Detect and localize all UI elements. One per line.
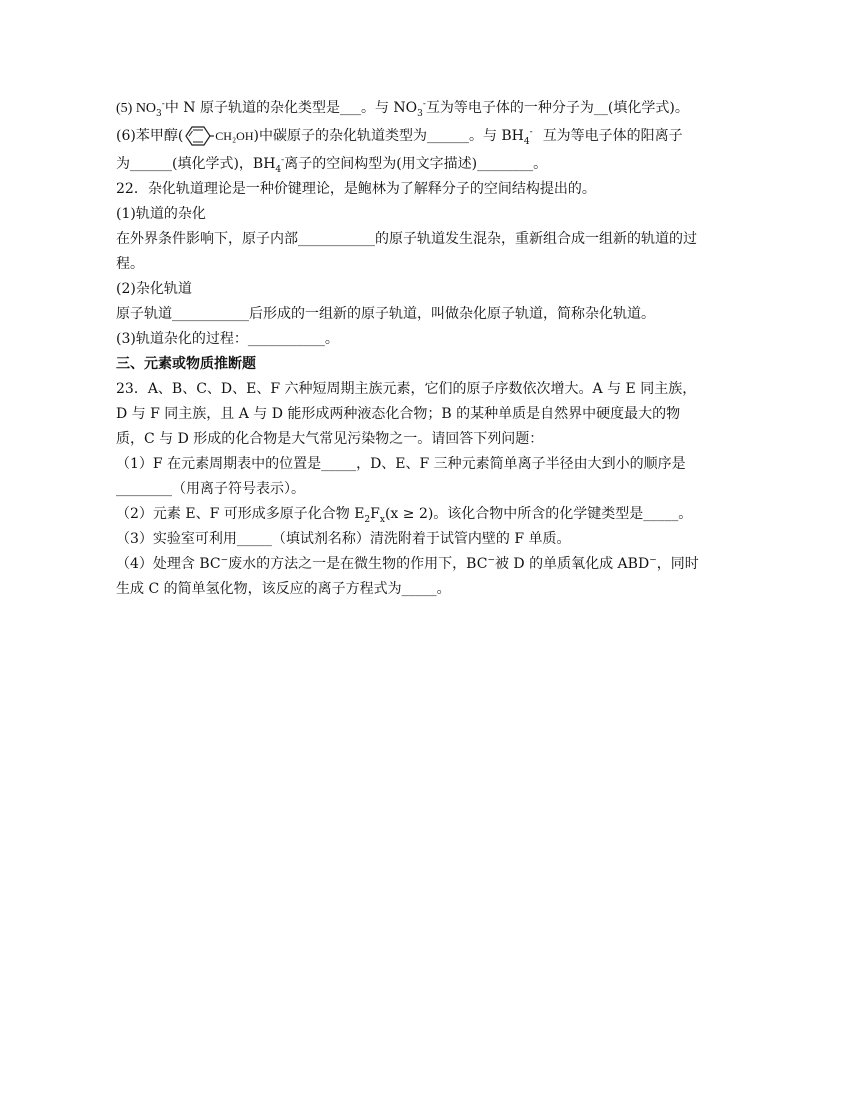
q21-p5-middle: 中 N 原子轨道的杂化类型是___。与 NO (164, 100, 418, 116)
q21-p6-end: 互为等电子体的阳离子 (542, 128, 683, 144)
q23-p2-sub2: x (379, 514, 385, 525)
q23-line1: 23．A、B、C、D、E、F 六种短周期主族元素，它们的原子序数依次增大。A 与 E 同主族， (116, 381, 697, 397)
q21-part5 (116, 96, 746, 121)
benzene-ring-icon (184, 125, 214, 147)
borohydride-charge-2: - (281, 155, 285, 166)
section-heading: 三、元素或物质推断题 (116, 356, 256, 372)
q23-p4-d: ，同时 (656, 556, 699, 572)
q21-p6-line2-b: 离子的空间构型为(用文字描述)________。 (284, 156, 548, 172)
q22-sub2-text: 原子轨道___________后形成的一组新的原子轨道，叫做杂化原子轨道，简称杂化轨道。 (116, 306, 655, 322)
document-page (116, 96, 746, 602)
q23-part1-b: ________（用离子符号表示）。 (116, 481, 305, 497)
q21-p5-prefix: (5) NO (116, 101, 157, 116)
ch2oh-group: CH₂OH (215, 129, 254, 143)
q21-p5-end: 互为等电子体的一种分子为__(填化学式)。 (425, 100, 689, 116)
q23-p4-b: 废水的方法之一是在微生物的作用下，BC (228, 556, 488, 572)
q22-sub1-heading: (1)轨道的杂化 (116, 206, 206, 222)
q23-p2-a: （2）元素 E、F 可形成多原子化合物 E (116, 506, 365, 522)
q21-part6 (116, 121, 746, 152)
q23-line2: D 与 F 同主族，且 A 与 D 能形成两种液态化合物；B 的某种单质是自然界中硬度最大的物 (116, 406, 681, 422)
q23-p2-sub1: 2 (364, 514, 371, 525)
nitrate-charge-2: - (422, 99, 426, 110)
q22-sub2-heading: (2)杂化轨道 (116, 281, 192, 297)
q21-p6-prefix: (6)苯甲醇( (116, 128, 184, 144)
q22-sub1-text-a: 在外界条件影响下，原子内部___________的原子轨道发生混杂，重新组合成一组新的轨道的过 (116, 231, 697, 247)
q23-line3: 质，C 与 D 形成的化合物是大气常见污染物之一。请回答下列问题： (116, 431, 544, 447)
q21-p6-line2-a: 为______(填化学式)，BH (116, 156, 276, 172)
q23-p4-sup2: − (487, 555, 495, 566)
q23-p4-a: （4）处理含 BC (116, 556, 221, 572)
borohydride-subscript-2: 4 (275, 164, 282, 175)
q23-part3: （3）实验室可利用_____（填试剂名称）清洗附着于试管内壁的 F 单质。 (116, 531, 571, 547)
q23-p4-c: 被 D 的单质氧化成 ABD (494, 556, 650, 572)
q21-p6-middle: )中碳原子的杂化轨道类型为______。与 BH (253, 128, 524, 144)
q22-sub1-text-b: 程。 (116, 256, 144, 272)
q23-p4-sup1: − (220, 555, 229, 566)
q21-part6-cont (116, 152, 746, 177)
borohydride-subscript: 4 (523, 136, 530, 147)
q23-part1-a: （1）F 在元素周期表中的位置是_____，D、E、F 三种元素简单离子半径由大到小的顺序是 (116, 456, 686, 472)
q23-p2-b: F (370, 506, 380, 522)
q23-p4-sup3: − (649, 555, 657, 566)
q23-p2-c: (x ≥ 2)。该化合物中所含的化学键类型是_____。 (384, 506, 693, 522)
q23-part2 (116, 502, 746, 527)
nitrate-subscript: 3 (156, 108, 162, 119)
q23-part4 (116, 552, 746, 577)
nitrate-subscript-2: 3 (417, 108, 423, 119)
nitrate-charge: - (161, 99, 165, 110)
q22-sub3: (3)轨道杂化的过程：___________。 (116, 331, 339, 347)
borohydride-charge: - (529, 127, 533, 138)
q22-title: 22．杂化轨道理论是一种价键理论，是鲍林为了解释分子的空间结构提出的。 (116, 181, 596, 197)
q23-part4-cont: 生成 C 的简单氢化物，该反应的离子方程式为_____。 (116, 581, 451, 597)
